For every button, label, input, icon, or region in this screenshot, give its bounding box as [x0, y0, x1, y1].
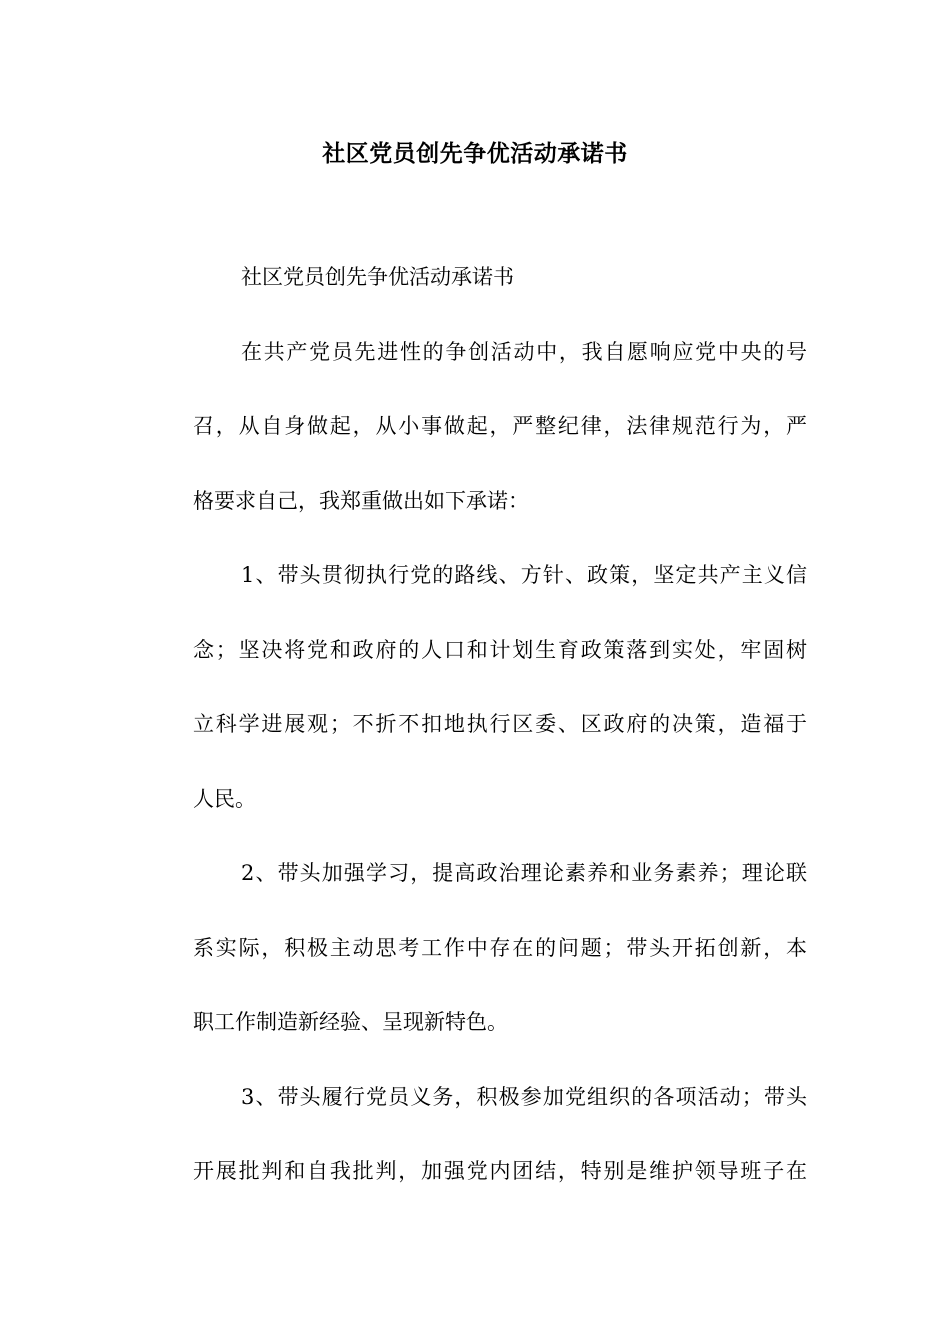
- paragraph-line: 3、带头履行党员义务，积极参加党组织的各项活动；带头: [241, 1084, 807, 1109]
- paragraph-line: 召，从自身做起，从小事做起，严整纪律，法律规范行为，严: [193, 414, 807, 438]
- paragraph-subtitle: [145, 258, 807, 296]
- paragraph-item-3: [145, 1078, 807, 1191]
- paragraph-item-2: [145, 854, 807, 1041]
- document-body: [145, 258, 807, 1227]
- paragraph-line: 社区党员创先争优活动承诺书: [241, 265, 514, 289]
- paragraph-line: 系实际，积极主动思考工作中存在的问题；带头开拓创新，本: [193, 935, 807, 960]
- paragraph-line: 人民。: [193, 786, 256, 811]
- paragraph-line: 立科学进展观；不折不扣地执行区委、区政府的决策，造福于: [193, 712, 807, 736]
- paragraph-line: 在共产党员先进性的争创活动中，我自愿响应党中央的号: [241, 339, 807, 364]
- paragraph-line: 格要求自己，我郑重做出如下承诺：: [193, 488, 529, 513]
- paragraph-line: 职工作制造新经验、呈现新特色。: [193, 1010, 508, 1034]
- paragraph-line: 2、带头加强学习，提高政治理论素养和业务素养；理论联: [241, 861, 807, 885]
- paragraph-item-1: [145, 556, 807, 818]
- document-title: 社区党员创先争优活动承诺书: [322, 140, 628, 167]
- paragraph-line: 1、带头贯彻执行党的路线、方针、政策，坚定共产主义信: [241, 563, 807, 587]
- paragraph-intro: [145, 333, 807, 520]
- paragraph-line: 念；坚决将党和政府的人口和计划生育政策落到实处，牢固树: [193, 637, 807, 662]
- paragraph-line: 开展批判和自我批判，加强党内团结，特别是维护领导班子在: [193, 1159, 807, 1183]
